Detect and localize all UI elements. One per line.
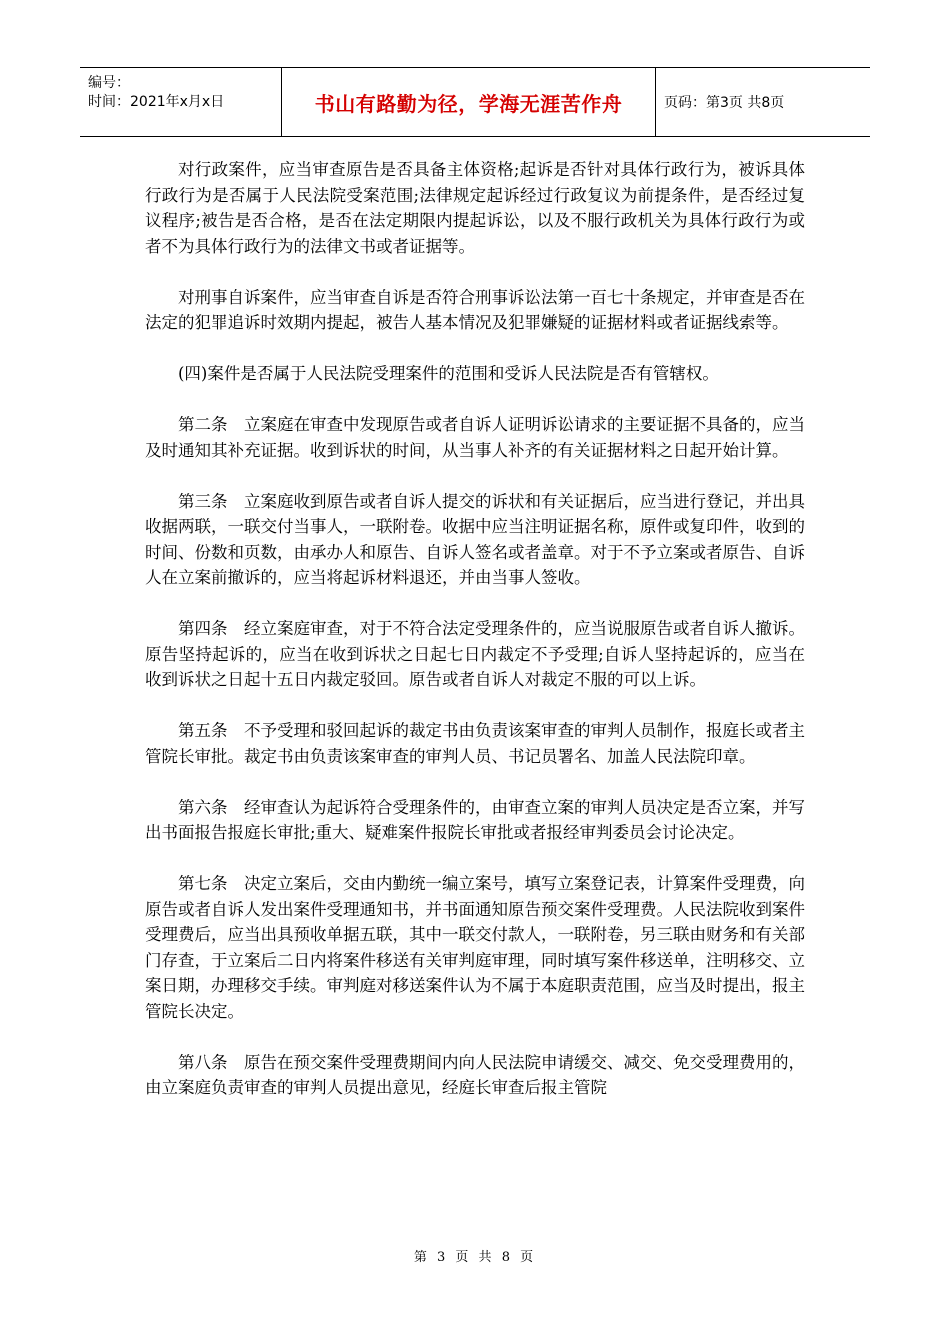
paragraph: 第六条 经审查认为起诉符合受理条件的，由审查立案的审判人员决定是否立案，并写出书面报告报庭长审批;重大、疑难案件报院长审批或者报经审判委员会讨论决定。 xyxy=(145,797,805,842)
paragraph: 对行政案件，应当审查原告是否具备主体资格;起诉是否针对具体行政行为，被诉具体行政行为是否属于人民法院受案范围;法律规定起诉经过行政复议为前提条件，是否经过复议程序;被告是否合格，是否在法定期限内提起诉讼，以及不服行政机关为具体行政行为或者不为具体行政行为的法律文书或者证据等。 xyxy=(145,160,805,256)
paragraph: 第二条 立案庭在审查中发现原告或者自诉人证明诉讼请求的主要证据不具备的，应当及时通知其补充证据。收到诉状的时间，从当事人补齐的有关证据材料之日起开始计算。 xyxy=(145,415,805,460)
paragraph: 第三条 立案庭收到原告或者自诉人提交的诉状和有关证据后，应当进行登记，并出具收据两联，一联交付当事人，一联附卷。收据中应当注明证据名称，原件或复印件，收到的时间、份数和页数，由承办人和原告、自诉人签名或者盖章。对于不予立案或者原告、自诉人在立案前撤诉的，应当将起诉材料退还，并由当事人签收。 xyxy=(145,491,805,587)
header-info-cell xyxy=(80,68,282,136)
number-label: 编号： xyxy=(88,75,130,91)
document-body xyxy=(145,157,805,1126)
page-indicator: 页码：第3页 共8页 xyxy=(664,95,785,111)
paragraph: 对刑事自诉案件，应当审查自诉是否符合刑事诉讼法第一百七十条规定，并审查是否在法定的犯罪追诉时效期内提起，被告人基本情况及犯罪嫌疑的证据材料或者证据线索等。 xyxy=(145,287,805,332)
paragraph: 第七条 决定立案后，交由内勤统一编立案号，填写立案登记表，计算案件受理费，向原告或者自诉人发出案件受理通知书，并书面通知原告预交案件受理费。人民法院收到案件受理费后，应当出具预收单据五联，其中一联交付款人，一联附卷，另三联由财务和有关部门存查，于立案后二日内将案件移送有关审判庭审理，同时填写案件移送单，注明移交、立案日期，办理移交手续。审判庭对移送案件认为不属于本庭职责范围，应当及时提出，报主管院长决定。 xyxy=(145,874,805,1021)
paragraph: 第五条 不予受理和驳回起诉的裁定书由负责该案审查的审判人员制作，报庭长或者主管院长审批。裁定书由负责该案审查的审判人员、书记员署名、加盖人民法院印章。 xyxy=(145,721,805,766)
date-label: 时间：2021年x月x日 xyxy=(88,94,225,110)
paragraph: 第四条 经立案庭审查，对于不符合法定受理条件的，应当说服原告或者自诉人撤诉。原告坚持起诉的，应当在收到诉状之日起七日内裁定不予受理;自诉人坚持起诉的，应当在收到诉状之日起十五日内裁定驳回。原告或者自诉人对裁定不服的可以上诉。 xyxy=(145,619,805,689)
motto: 书山有路勤为径，学海无涯苦作舟 xyxy=(282,68,656,136)
document-header xyxy=(80,67,870,137)
paragraph: (四)案件是否属于人民法院受理案件的范围和受诉人民法院是否有管辖权。 xyxy=(178,364,719,383)
page-footer: 第 3 页 共 8 页 xyxy=(413,1250,537,1265)
paragraph: 第八条 原告在预交案件受理费期间内向人民法院申请缓交、减交、免交受理费用的，由立案庭负责审查的审判人员提出意见，经庭长审查后报主管院 xyxy=(145,1052,805,1097)
